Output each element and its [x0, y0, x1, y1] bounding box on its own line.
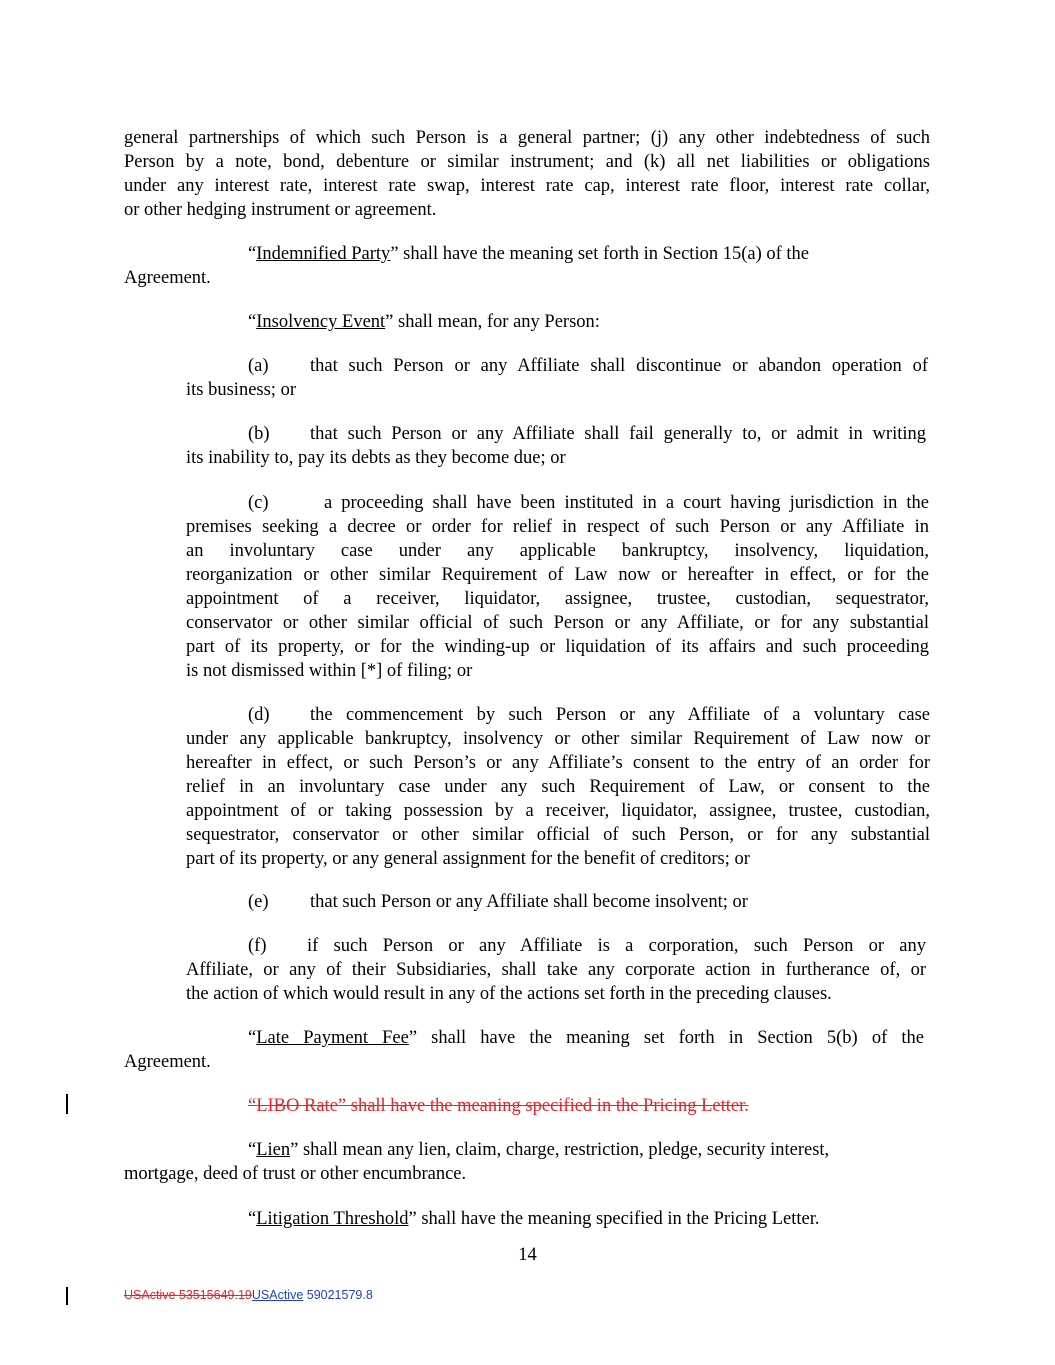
- text-line: under any applicable bankruptcy, insolvency or other similar Requirement of Law now or: [186, 729, 930, 749]
- open-quote: “: [248, 1096, 257, 1116]
- text-line: that such Person or any Affiliate shall become insolvent; or: [310, 892, 748, 912]
- open-quote: “: [248, 244, 257, 264]
- definition-text: ” shall have the meaning specified in the Pricing Letter.: [337, 1096, 749, 1116]
- text-line: is not dismissed within [*] of filing; or: [186, 661, 473, 681]
- text-line: relief in an involuntary case under any such Requirement of Law, or consent to the: [186, 777, 930, 797]
- text-line: sequestrator, conservator or other similar official of such Person, or for any substantial: [186, 825, 930, 845]
- text-line: that such Person or any Affiliate shall discontinue or abandon operation of: [310, 356, 928, 376]
- inserted-document-number: 59021579.8: [303, 1288, 373, 1302]
- text-line: an involuntary case under any applicable bankruptcy, insolvency, liquidation,: [186, 541, 929, 561]
- clause-label: (e): [248, 892, 269, 912]
- page-number: 14: [518, 1245, 537, 1265]
- text-line: Affiliate, or any of their Subsidiaries, shall take any corporate action in furtherance of, or: [186, 960, 926, 980]
- clause-label: (b): [248, 424, 270, 444]
- text-line: a proceeding shall have been instituted in a court having jurisdiction in the: [324, 493, 929, 513]
- text-line: hereafter in effect, or such Person’s or any Affiliate’s consent to the entry of an order for: [186, 753, 930, 773]
- text-line: the commencement by such Person or any Affiliate of a voluntary case: [310, 705, 930, 725]
- definition-text: ” shall mean, for any Person:: [385, 312, 600, 332]
- definition-text: ” shall mean any lien, claim, charge, restriction, pledge, security interest,: [290, 1140, 830, 1160]
- text-line: conservator or other similar official of such Person or any Affiliate, or for any substantial: [186, 613, 929, 633]
- text-line: part of its property, or for the winding-up or liquidation of its affairs and such proceeding: [186, 637, 929, 657]
- defined-term: Late Payment Fee: [256, 1028, 409, 1048]
- defined-term: Litigation Threshold: [256, 1209, 409, 1229]
- text-line: its business; or: [186, 380, 296, 400]
- definition-line: [248, 1207, 930, 1231]
- clause-label: (d): [248, 705, 270, 725]
- text-line: premises seeking a decree or order for relief in respect of such Person or any Affiliate in: [186, 517, 929, 537]
- definition-line: [248, 1026, 924, 1050]
- text-line: or other hedging instrument or agreement.: [124, 200, 437, 220]
- text-line: mortgage, deed of trust or other encumbrance.: [124, 1164, 467, 1184]
- text-line: general partnerships of which such Person is a general partner; (j) any other indebtedness of such: [124, 128, 930, 148]
- open-quote: “: [248, 1209, 257, 1229]
- change-bar: [66, 1094, 68, 1114]
- text-line: under any interest rate, interest rate swap, interest rate cap, interest rate floor, interest rate collar,: [124, 176, 930, 196]
- deleted-document-id: USActive 53515649.19: [124, 1288, 252, 1302]
- definition-line: [248, 310, 930, 334]
- text-line: Person by a note, bond, debenture or similar instrument; and (k) all net liabilities or obligations: [124, 152, 930, 172]
- inserted-document-label: USActive: [251, 1288, 304, 1302]
- open-quote: “: [248, 1028, 257, 1048]
- definition-text: ” shall have the meaning set forth in Section 5(b) of the: [408, 1028, 924, 1048]
- text-line: reorganization or other similar Requirement of Law now or hereafter in effect, or for the: [186, 565, 929, 585]
- change-bar: [66, 1287, 68, 1305]
- footer-document-id: [124, 1287, 373, 1303]
- defined-term: LIBO Rate: [256, 1096, 338, 1116]
- deleted-definition-line: [248, 1094, 749, 1118]
- defined-term: Lien: [256, 1140, 291, 1160]
- text-line: Agreement.: [124, 1052, 211, 1072]
- text-line: part of its property, or any general assignment for the benefit of creditors; or: [186, 849, 750, 869]
- definition-text: ” shall have the meaning set forth in Section 15(a) of the: [390, 244, 810, 264]
- open-quote: “: [248, 1140, 257, 1160]
- defined-term: Insolvency Event: [256, 312, 386, 332]
- definition-line: [248, 242, 930, 266]
- text-line: Agreement.: [124, 268, 211, 288]
- defined-term: Indemnified Party: [256, 244, 391, 264]
- text-line: its inability to, pay its debts as they become due; or: [186, 448, 566, 468]
- text-line: the action of which would result in any of the actions set forth in the preceding clauses.: [186, 984, 832, 1004]
- open-quote: “: [248, 312, 257, 332]
- text-line: if such Person or any Affiliate is a corporation, such Person or any: [307, 936, 926, 956]
- clause-label: (f): [248, 936, 267, 956]
- definition-line: [248, 1138, 930, 1162]
- text-line: appointment of or taking possession by a receiver, liquidator, assignee, trustee, custodian,: [186, 801, 930, 821]
- text-line: appointment of a receiver, liquidator, assignee, trustee, custodian, sequestrator,: [186, 589, 929, 609]
- clause-label: (c): [248, 493, 269, 513]
- text-line: that such Person or any Affiliate shall fail generally to, or admit in writing: [310, 424, 926, 444]
- definition-text: ” shall have the meaning specified in the Pricing Letter.: [408, 1209, 820, 1229]
- clause-label: (a): [248, 356, 269, 376]
